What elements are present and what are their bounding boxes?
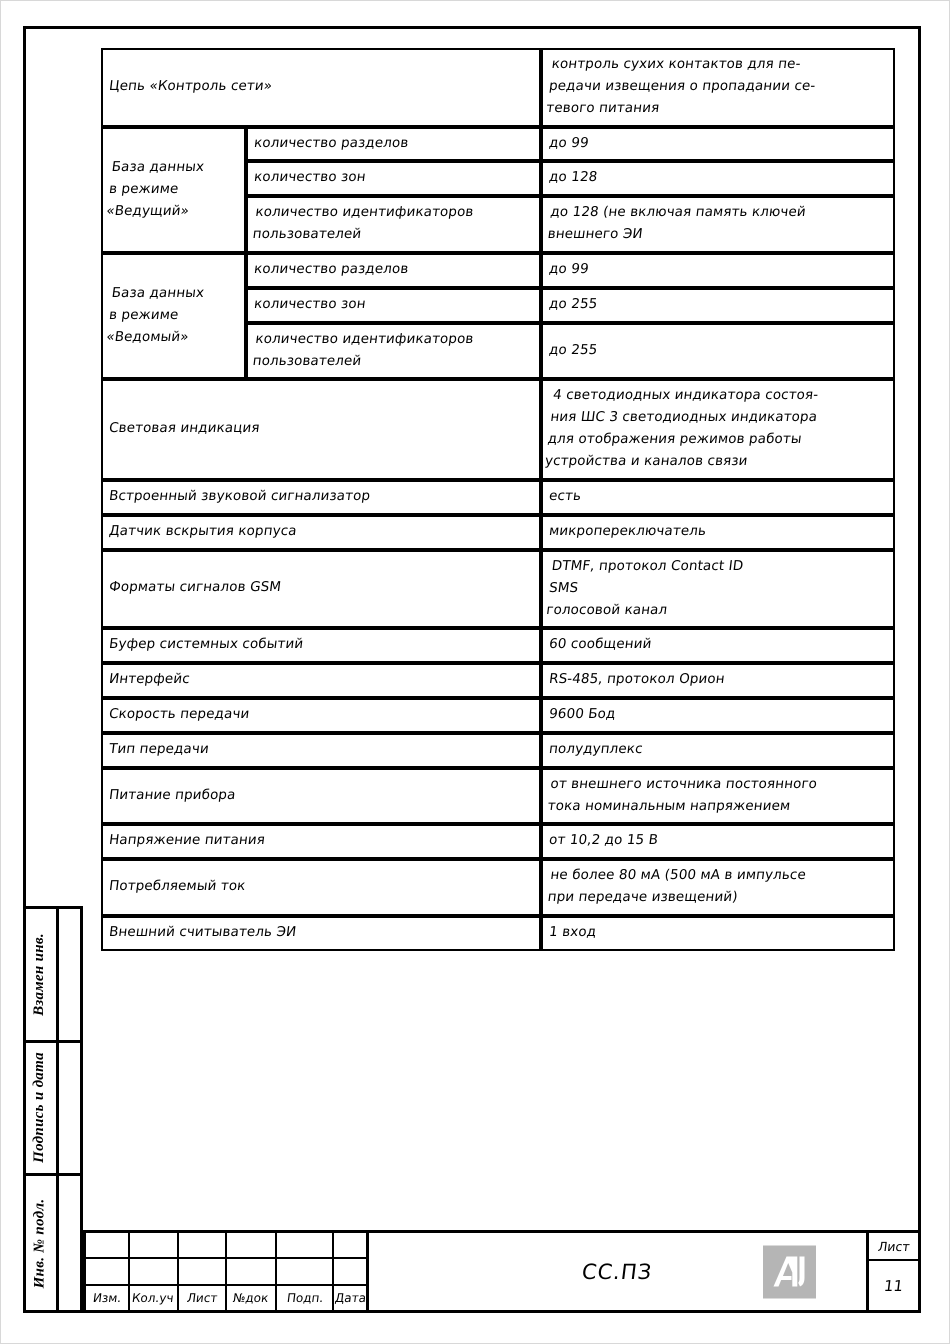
revision-cell-data[interactable] [334,1259,366,1283]
sheet-label: Лист [876,1238,911,1254]
row-name: Световая индикация [108,420,261,437]
row-value: микропереключатель [548,522,708,539]
table-row [101,480,895,515]
row-name: Встроенный звуковой сигнализатор [108,487,372,504]
margin-label: Подпись и дата [31,1052,48,1164]
row-subname: количество зон [253,295,367,312]
margin-cell-podpis-i-data [23,1043,80,1177]
sheet-number-cell [869,1261,918,1310]
margin-cell-zamen-inv [23,909,80,1043]
row-value-cell [541,480,895,515]
specification-table-body [101,48,895,951]
revision-header-kol [130,1286,179,1310]
row-name: Форматы сигналов GSM [108,579,283,596]
row-value: от 10,2 до 15 В [548,832,659,849]
revision-header-row [86,1286,366,1310]
row-name: Цепь «Контроль сети» [108,77,274,94]
row-value: до 255 [548,341,599,358]
revision-cell-podp[interactable] [277,1233,334,1257]
row-value-cell [541,916,895,951]
revision-header-list [179,1286,227,1310]
row-name-cell [101,480,541,515]
table-row [101,824,895,859]
margin-strip [23,906,83,1313]
row-group-label: База данных в режиме «Ведущий» [105,158,206,219]
row-name: Внешний считыватель ЭИ [108,923,298,940]
revision-header-label: Дата [333,1290,367,1305]
revision-header-label: №док [232,1290,270,1305]
row-value-cell [541,323,895,380]
revision-cell-dok[interactable] [227,1233,277,1257]
table-row [101,663,895,698]
row-value: 4 светодиодных индикатора состоя- ния ШС 3 светодиодных индикатора для отображения режимов работы устройства и каналов связи [544,387,820,470]
row-subname: количество разделов [253,134,410,151]
margin-blank-col [59,909,80,1040]
specification-table [101,48,895,951]
row-value-cell [541,698,895,733]
document-code: СС.ПЗ [580,1259,655,1284]
revision-cell-kol[interactable] [130,1233,179,1257]
revision-cell-podp[interactable] [277,1259,334,1283]
row-value-cell [541,663,895,698]
row-name-cell [101,515,541,550]
margin-label-col [23,1176,59,1310]
revision-cell-izm[interactable] [86,1259,130,1283]
row-name-cell [101,824,541,859]
row-value-cell [541,859,895,916]
sheet-label-cell [869,1233,918,1261]
title-block-sheet [866,1233,918,1310]
row-value: есть [548,487,583,504]
revision-header-podp [277,1286,334,1310]
row-name: Потребляемый ток [108,878,247,895]
table-row [101,550,895,629]
row-group-cell [101,127,246,253]
row-subname-cell [246,253,541,288]
row-group-cell [101,253,246,379]
row-name-cell [101,859,541,916]
row-value-cell [541,127,895,162]
row-name: Питание прибора [108,786,237,803]
revision-header-label: Кол.уч [131,1290,175,1305]
title-block-main [369,1233,866,1310]
row-subname: количество разделов [253,261,410,278]
row-value: от внешнего источника постоянного тока номинальным напряжением [546,775,819,814]
title-block-revision-grid [86,1233,369,1310]
row-name: Тип передачи [108,740,210,757]
row-value-cell [541,253,895,288]
row-subname: количество идентификаторов пользователей [251,204,475,243]
revision-header-dok [227,1286,277,1310]
table-row [101,733,895,768]
revision-row-empty [86,1259,366,1285]
row-name-cell [101,379,541,479]
row-subname-cell [246,288,541,323]
row-value: 9600 Бод [548,705,617,722]
margin-label: Инв. № подл. [31,1198,47,1288]
row-value: 1 вход [548,923,598,940]
title-block [83,1230,921,1313]
row-value-cell [541,288,895,323]
table-row [101,515,895,550]
row-name: Буфер системных событий [108,636,305,653]
row-value-cell [541,550,895,629]
row-value-cell [541,196,895,253]
margin-label-col [23,1043,59,1174]
row-value: до 128 (не включая память ключей внешнего ЭИ [546,204,807,243]
row-value-cell [541,768,895,825]
row-value-cell [541,824,895,859]
row-name-cell [101,663,541,698]
row-name-cell [101,48,541,127]
revision-header-izm [86,1286,130,1310]
margin-label: Взамен инв. [31,932,48,1016]
revision-cell-data[interactable] [334,1233,366,1257]
row-group-label: База данных в режиме «Ведомый» [105,284,206,345]
row-value: 60 сообщений [548,636,653,653]
row-name-cell [101,550,541,629]
table-row [101,698,895,733]
row-name-cell [101,768,541,825]
revision-header-data [334,1286,366,1310]
row-value: до 99 [548,261,590,278]
row-value-cell [541,733,895,768]
margin-blank-col [59,1043,80,1174]
row-subname-cell [246,323,541,380]
table-row [101,253,895,288]
row-value: RS-485, протокол Орион [548,671,726,688]
sheet-number: 11 [882,1276,905,1295]
row-subname-cell [246,161,541,196]
margin-label-col [23,909,59,1040]
row-subname-cell [246,127,541,162]
row-name-cell [101,698,541,733]
row-value-cell [541,515,895,550]
table-row [101,628,895,663]
revision-header-label: Подп. [285,1290,324,1305]
revision-cell-kol[interactable] [130,1259,179,1283]
row-value: не более 80 мА (500 мА в импульсе при передаче извещений) [546,867,807,906]
a-logo [763,1245,816,1298]
table-row [101,768,895,825]
row-name: Интерфейс [108,671,191,688]
row-name: Скорость передачи [108,705,251,722]
row-name-cell [101,628,541,663]
revision-row-empty [86,1233,366,1259]
row-value: полудуплекс [548,740,644,757]
row-value-cell [541,48,895,127]
row-value: контроль сухих контактов для пе- редачи извещения о пропадании се- тевого питания [545,56,817,116]
table-row [101,127,895,162]
row-value: до 128 [548,169,599,186]
revision-header-label: Лист [185,1290,218,1305]
table-row [101,916,895,951]
revision-cell-dok[interactable] [227,1259,277,1283]
row-value: до 99 [548,134,590,151]
row-subname: количество зон [253,169,367,186]
table-row [101,379,895,479]
revision-cell-list[interactable] [179,1259,227,1283]
revision-cell-izm[interactable] [86,1233,130,1257]
table-row [101,859,895,916]
row-name: Датчик вскрытия корпуса [108,522,298,539]
row-subname-cell [246,196,541,253]
row-value: до 255 [548,295,599,312]
margin-blank-col [59,1176,80,1310]
row-value-cell [541,379,895,479]
margin-cell-inv-n-podl [23,1176,80,1310]
row-name-cell [101,733,541,768]
table-row [101,48,895,127]
revision-cell-list[interactable] [179,1233,227,1257]
row-subname: количество идентификаторов пользователей [251,330,475,369]
row-name: Напряжение питания [108,832,266,849]
revision-header-label: Изм. [91,1290,122,1305]
row-value-cell [541,161,895,196]
row-value: DTMF, протокол Contact ID SMS голосовой канал [545,557,745,618]
row-name-cell [101,916,541,951]
row-value-cell [541,628,895,663]
